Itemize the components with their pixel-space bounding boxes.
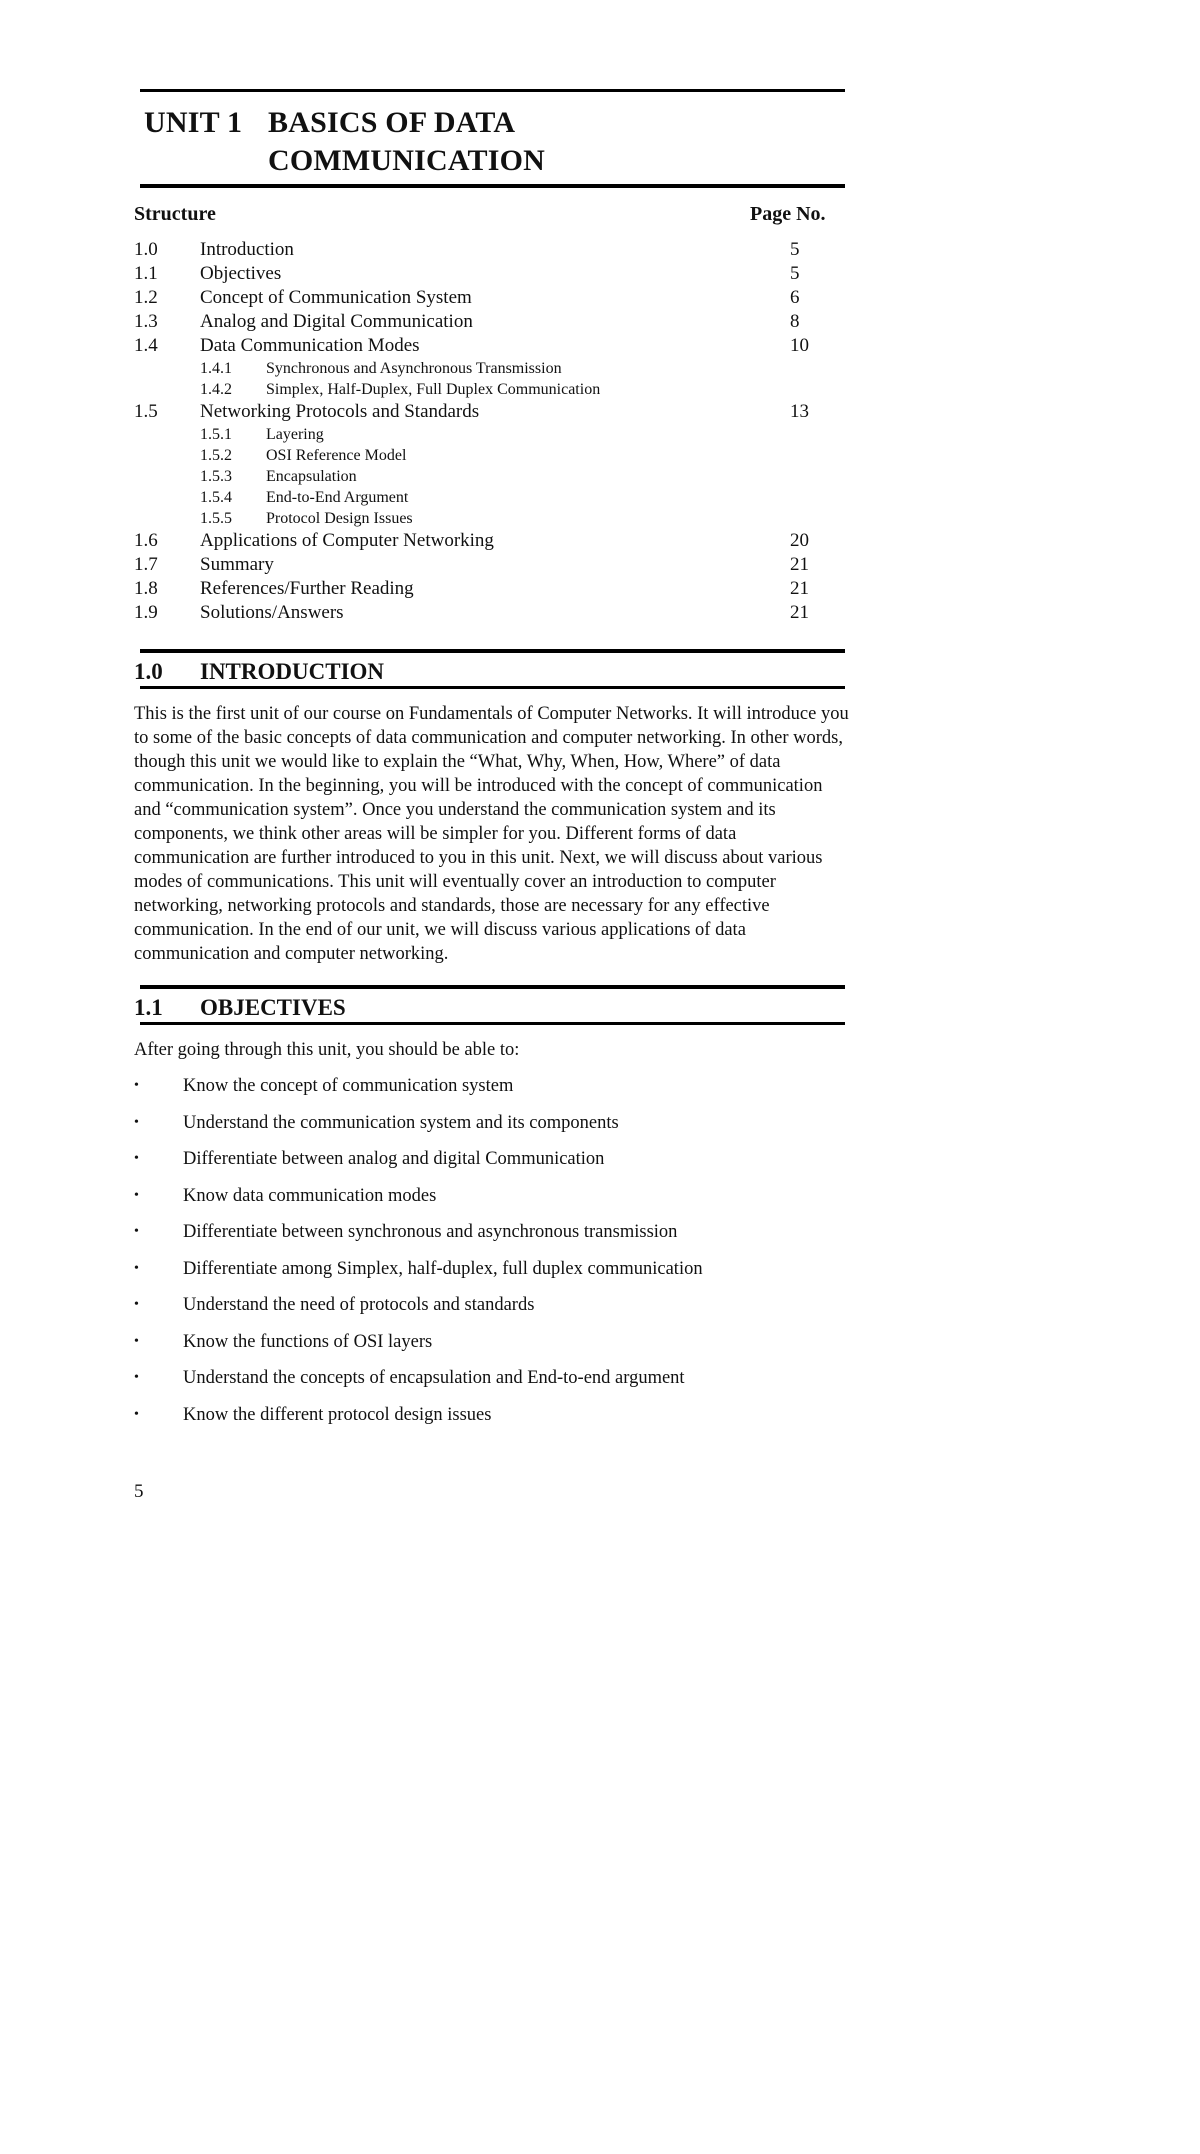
toc-entry-page: 20 [790, 530, 809, 551]
bullet-icon: • [134, 1370, 139, 1385]
section-rule-bottom [140, 686, 845, 689]
toc-entry-page: 21 [790, 602, 809, 623]
structure-heading: Structure [134, 203, 216, 225]
toc-entry-title: Objectives [200, 263, 282, 284]
section-rule-bottom [140, 1022, 845, 1025]
toc-entry-title: OSI Reference Model [266, 447, 407, 464]
toc-entry[interactable] [134, 400, 834, 424]
toc-entry-number: 1.5.2 [200, 447, 232, 464]
toc-entry[interactable] [134, 601, 834, 625]
toc-entry-title: Summary [200, 554, 274, 575]
toc-subentry[interactable] [134, 445, 834, 466]
objectives-intro: After going through this unit, you should be able to: [134, 1040, 520, 1060]
bullet-icon: • [134, 1333, 139, 1349]
list-item [134, 1257, 834, 1294]
unit-number: UNIT 1 [144, 106, 243, 139]
toc-entry[interactable] [134, 553, 834, 577]
toc-entry-number: 1.5.4 [200, 489, 232, 506]
list-item [134, 1147, 834, 1184]
section-title: OBJECTIVES [200, 995, 346, 1020]
list-item-text: Differentiate among Simplex, half-duplex, full duplex communication [183, 1258, 703, 1279]
toc-entry[interactable] [134, 286, 834, 310]
bullet-icon: • [134, 1151, 139, 1166]
toc-entry-title: Synchronous and Asynchronous Transmission [266, 360, 562, 377]
toc-entry-number: 1.9 [134, 602, 158, 623]
introduction-paragraph: This is the first unit of our course on Fundamentals of Computer Networks. It will introduce you to some of the basic concepts of data communication and computer networking. In other words, though this unit we would like to explain the “What, Why, When, How, Where” of data communication. In the beginning, you will be introduced with the concept of communication and “communication system”. Once you understand the communication system and its components, we think other areas will be simpler for you. Different forms of data communication are further introduced to you in this unit. Next, we will discuss about various modes of communications. This unit will eventually cover an introduction to computer networking, networking protocols and standards, those are necessary for any effective communication. In the end of our unit, we will discuss various applications of data communication and computer networking. [134, 704, 849, 964]
toc-entry-page: 5 [790, 239, 800, 260]
toc-entry-number: 1.8 [134, 578, 158, 599]
top-rule [140, 89, 845, 92]
toc-subentry[interactable] [134, 379, 834, 400]
toc-entry-number: 1.5.5 [200, 510, 232, 527]
toc-entry-number: 1.4 [134, 335, 158, 356]
section-title: INTRODUCTION [200, 659, 385, 684]
list-item-text: Know the different protocol design issues [183, 1404, 492, 1425]
toc-entry[interactable] [134, 262, 834, 286]
bullet-icon: • [134, 1224, 139, 1239]
list-item-text: Differentiate between synchronous and asynchronous transmission [183, 1222, 678, 1242]
section-number: 1.0 [134, 659, 163, 684]
toc-entry-number: 1.5.3 [200, 468, 232, 485]
toc-subentry[interactable] [134, 358, 834, 379]
list-item [134, 1403, 834, 1440]
toc-entry-page: 21 [790, 554, 809, 575]
list-item [134, 1184, 834, 1221]
table-of-contents [134, 238, 834, 625]
toc-entry-page: 5 [790, 263, 800, 284]
toc-entry-number: 1.5.1 [200, 426, 232, 443]
toc-entry-title: Simplex, Half-Duplex, Full Duplex Communication [266, 381, 601, 398]
list-item [134, 1220, 834, 1257]
toc-entry-title: Networking Protocols and Standards [200, 401, 480, 422]
toc-entry-title: Encapsulation [266, 468, 357, 485]
unit-title-line1: BASICS OF DATA [268, 106, 516, 139]
toc-entry-number: 1.4.1 [200, 360, 232, 377]
section-rule-top [140, 985, 845, 989]
list-item-text: Understand the need of protocols and standards [183, 1295, 535, 1315]
toc-entry-page: 10 [790, 335, 809, 356]
objectives-list [134, 1074, 834, 1439]
toc-entry-title: References/Further Reading [200, 578, 414, 599]
bullet-icon: • [134, 1297, 139, 1312]
toc-entry-title: Protocol Design Issues [266, 510, 413, 527]
list-item [134, 1366, 834, 1403]
list-item [134, 1111, 834, 1148]
toc-entry-title: Applications of Computer Networking [200, 530, 494, 551]
page-number: 5 [134, 1481, 144, 1502]
toc-entry-title: Layering [266, 426, 324, 443]
page-number-heading: Page No. [750, 203, 826, 225]
unit-title-line2: COMMUNICATION [268, 144, 546, 177]
list-item-text: Differentiate between analog and digital Communication [183, 1149, 605, 1169]
toc-entry-title: Solutions/Answers [200, 602, 344, 623]
toc-entry-title: Data Communication Modes [200, 335, 420, 356]
toc-subentry[interactable] [134, 508, 834, 529]
toc-entry-number: 1.2 [134, 287, 158, 308]
bullet-icon: • [134, 1260, 139, 1276]
toc-entry[interactable] [134, 310, 834, 334]
toc-entry-page: 21 [790, 578, 809, 599]
toc-entry-number: 1.1 [134, 263, 158, 284]
toc-entry-page: 6 [790, 287, 800, 308]
toc-entry-title: Analog and Digital Communication [200, 311, 473, 332]
list-item-text: Know data communication modes [183, 1185, 437, 1206]
toc-entry-number: 1.7 [134, 554, 158, 575]
toc-entry-number: 1.0 [134, 239, 158, 260]
toc-entry[interactable] [134, 334, 834, 358]
toc-entry-number: 1.3 [134, 311, 158, 332]
toc-entry-title: End-to-End Argument [266, 489, 409, 506]
section-rule-top [140, 649, 845, 653]
bullet-icon: • [134, 1114, 139, 1130]
toc-subentry[interactable] [134, 466, 834, 487]
list-item-text: Know the concept of communication system [183, 1076, 514, 1096]
toc-subentry[interactable] [134, 424, 834, 445]
list-item [134, 1330, 834, 1367]
toc-entry-page: 8 [790, 311, 800, 332]
section-number: 1.1 [134, 995, 163, 1020]
toc-entry-number: 1.4.2 [200, 381, 232, 398]
list-item-text: Know the functions of OSI layers [183, 1331, 433, 1352]
bullet-icon: • [134, 1078, 139, 1093]
list-item [134, 1074, 834, 1111]
list-item-text: Understand the concepts of encapsulation and End-to-end argument [183, 1368, 685, 1388]
toc-entry-number: 1.5 [134, 401, 158, 422]
toc-entry-title: Concept of Communication System [200, 287, 472, 308]
bullet-icon: • [134, 1187, 139, 1203]
toc-entry[interactable] [134, 238, 834, 262]
toc-entry-number: 1.6 [134, 530, 158, 551]
title-bottom-rule [140, 184, 845, 188]
toc-entry-title: Introduction [200, 239, 294, 260]
toc-entry[interactable] [134, 577, 834, 601]
bullet-icon: • [134, 1406, 139, 1422]
toc-entry[interactable] [134, 529, 834, 553]
list-item [134, 1293, 834, 1330]
list-item-text: Understand the communication system and its components [183, 1112, 619, 1133]
toc-entry-page: 13 [790, 401, 809, 422]
toc-subentry[interactable] [134, 487, 834, 508]
